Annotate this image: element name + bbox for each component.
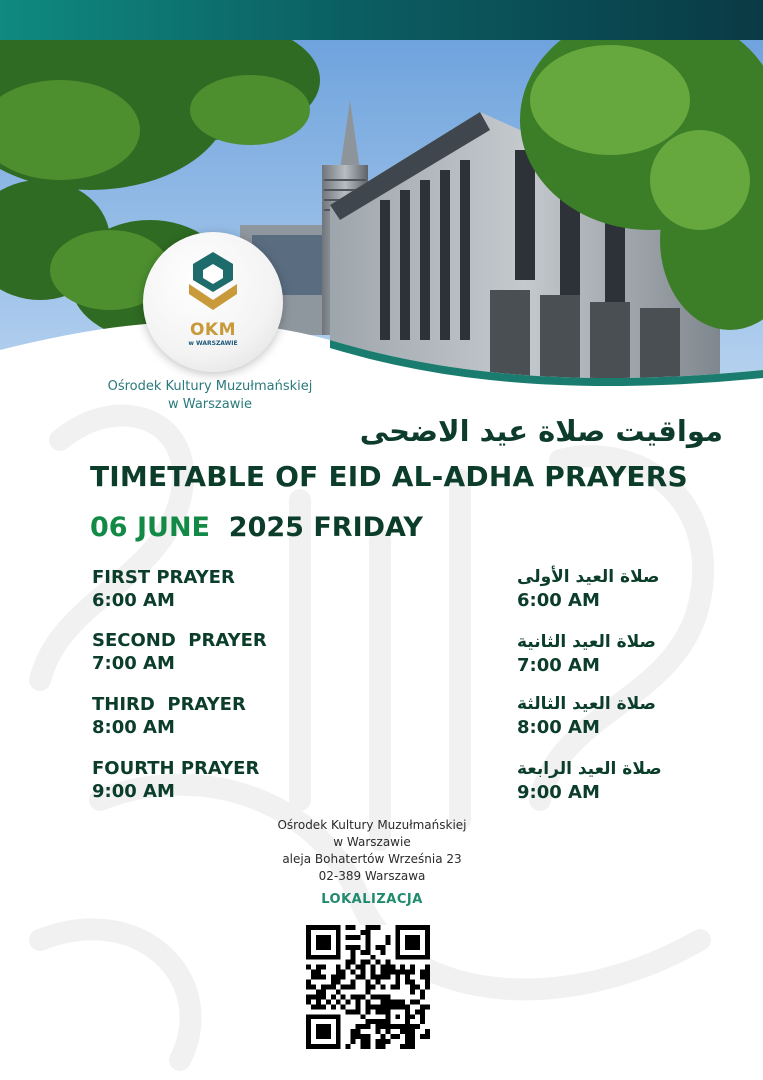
- logo-text: OKM: [189, 320, 237, 340]
- prayer-en-3: [92, 693, 392, 740]
- prayer-en-time: 9:00 AM: [92, 781, 175, 802]
- prayer-en-time: 7:00 AM: [92, 653, 175, 674]
- prayer-en-1: [92, 566, 392, 613]
- address-line: aleja Bohatertów Września 23: [282, 852, 462, 866]
- logo-subtext: w WARSZAWIE: [188, 340, 238, 347]
- organization-name: [60, 378, 360, 414]
- prayer-en-2: [92, 629, 392, 676]
- title-english: TIMETABLE OF EID AL-ADHA PRAYERS: [90, 460, 688, 493]
- organization-name-line1: Ośrodek Kultury Muzułmańskiej: [107, 379, 313, 394]
- prayer-en-name: THIRD PRAYER: [92, 694, 246, 715]
- prayer-ar-time: 7:00 AM: [517, 655, 600, 676]
- address-block: [222, 817, 522, 885]
- event-date-day: 06 JUNE: [90, 512, 210, 543]
- address-line: 02-389 Warszawa: [318, 869, 426, 883]
- prayer-ar-4: [517, 757, 727, 805]
- okm-logo-icon: [185, 250, 241, 320]
- prayer-ar-time: 6:00 AM: [517, 590, 600, 611]
- prayer-ar-time: 8:00 AM: [517, 717, 600, 738]
- prayer-ar-1: [517, 565, 727, 613]
- organization-name-line2: w Warszawie: [168, 397, 252, 412]
- prayer-ar-2: [517, 630, 727, 678]
- prayer-en-name: FOURTH PRAYER: [92, 758, 260, 779]
- address-line: Ośrodek Kultury Muzułmańskiej: [277, 818, 467, 832]
- prayer-ar-3: [517, 692, 727, 740]
- prayer-ar-name: صلاة العيد الثانية: [517, 632, 656, 652]
- location-label: LOKALIZACJA: [321, 892, 423, 907]
- qr-code-icon[interactable]: [306, 925, 430, 1049]
- prayer-ar-name: صلاة العيد الرابعة: [517, 759, 662, 779]
- prayer-en-time: 8:00 AM: [92, 717, 175, 738]
- title-arabic: مواقيت صلاة عيد الاضحى: [359, 414, 723, 448]
- prayer-ar-name: صلاة العيد الثالثة: [517, 694, 656, 714]
- prayer-en-name: SECOND PRAYER: [92, 630, 267, 651]
- event-date: [90, 512, 423, 543]
- top-banner: [0, 0, 763, 40]
- prayer-ar-name: صلاة العيد الأولى: [517, 567, 660, 587]
- prayer-en-4: [92, 757, 392, 804]
- prayer-en-time: 6:00 AM: [92, 590, 175, 611]
- prayer-en-name: FIRST PRAYER: [92, 567, 235, 588]
- mosque-photo: [0, 40, 763, 400]
- event-date-rest: 2025 FRIDAY: [209, 512, 423, 543]
- address-line: w Warszawie: [333, 835, 411, 849]
- prayer-ar-time: 9:00 AM: [517, 782, 600, 803]
